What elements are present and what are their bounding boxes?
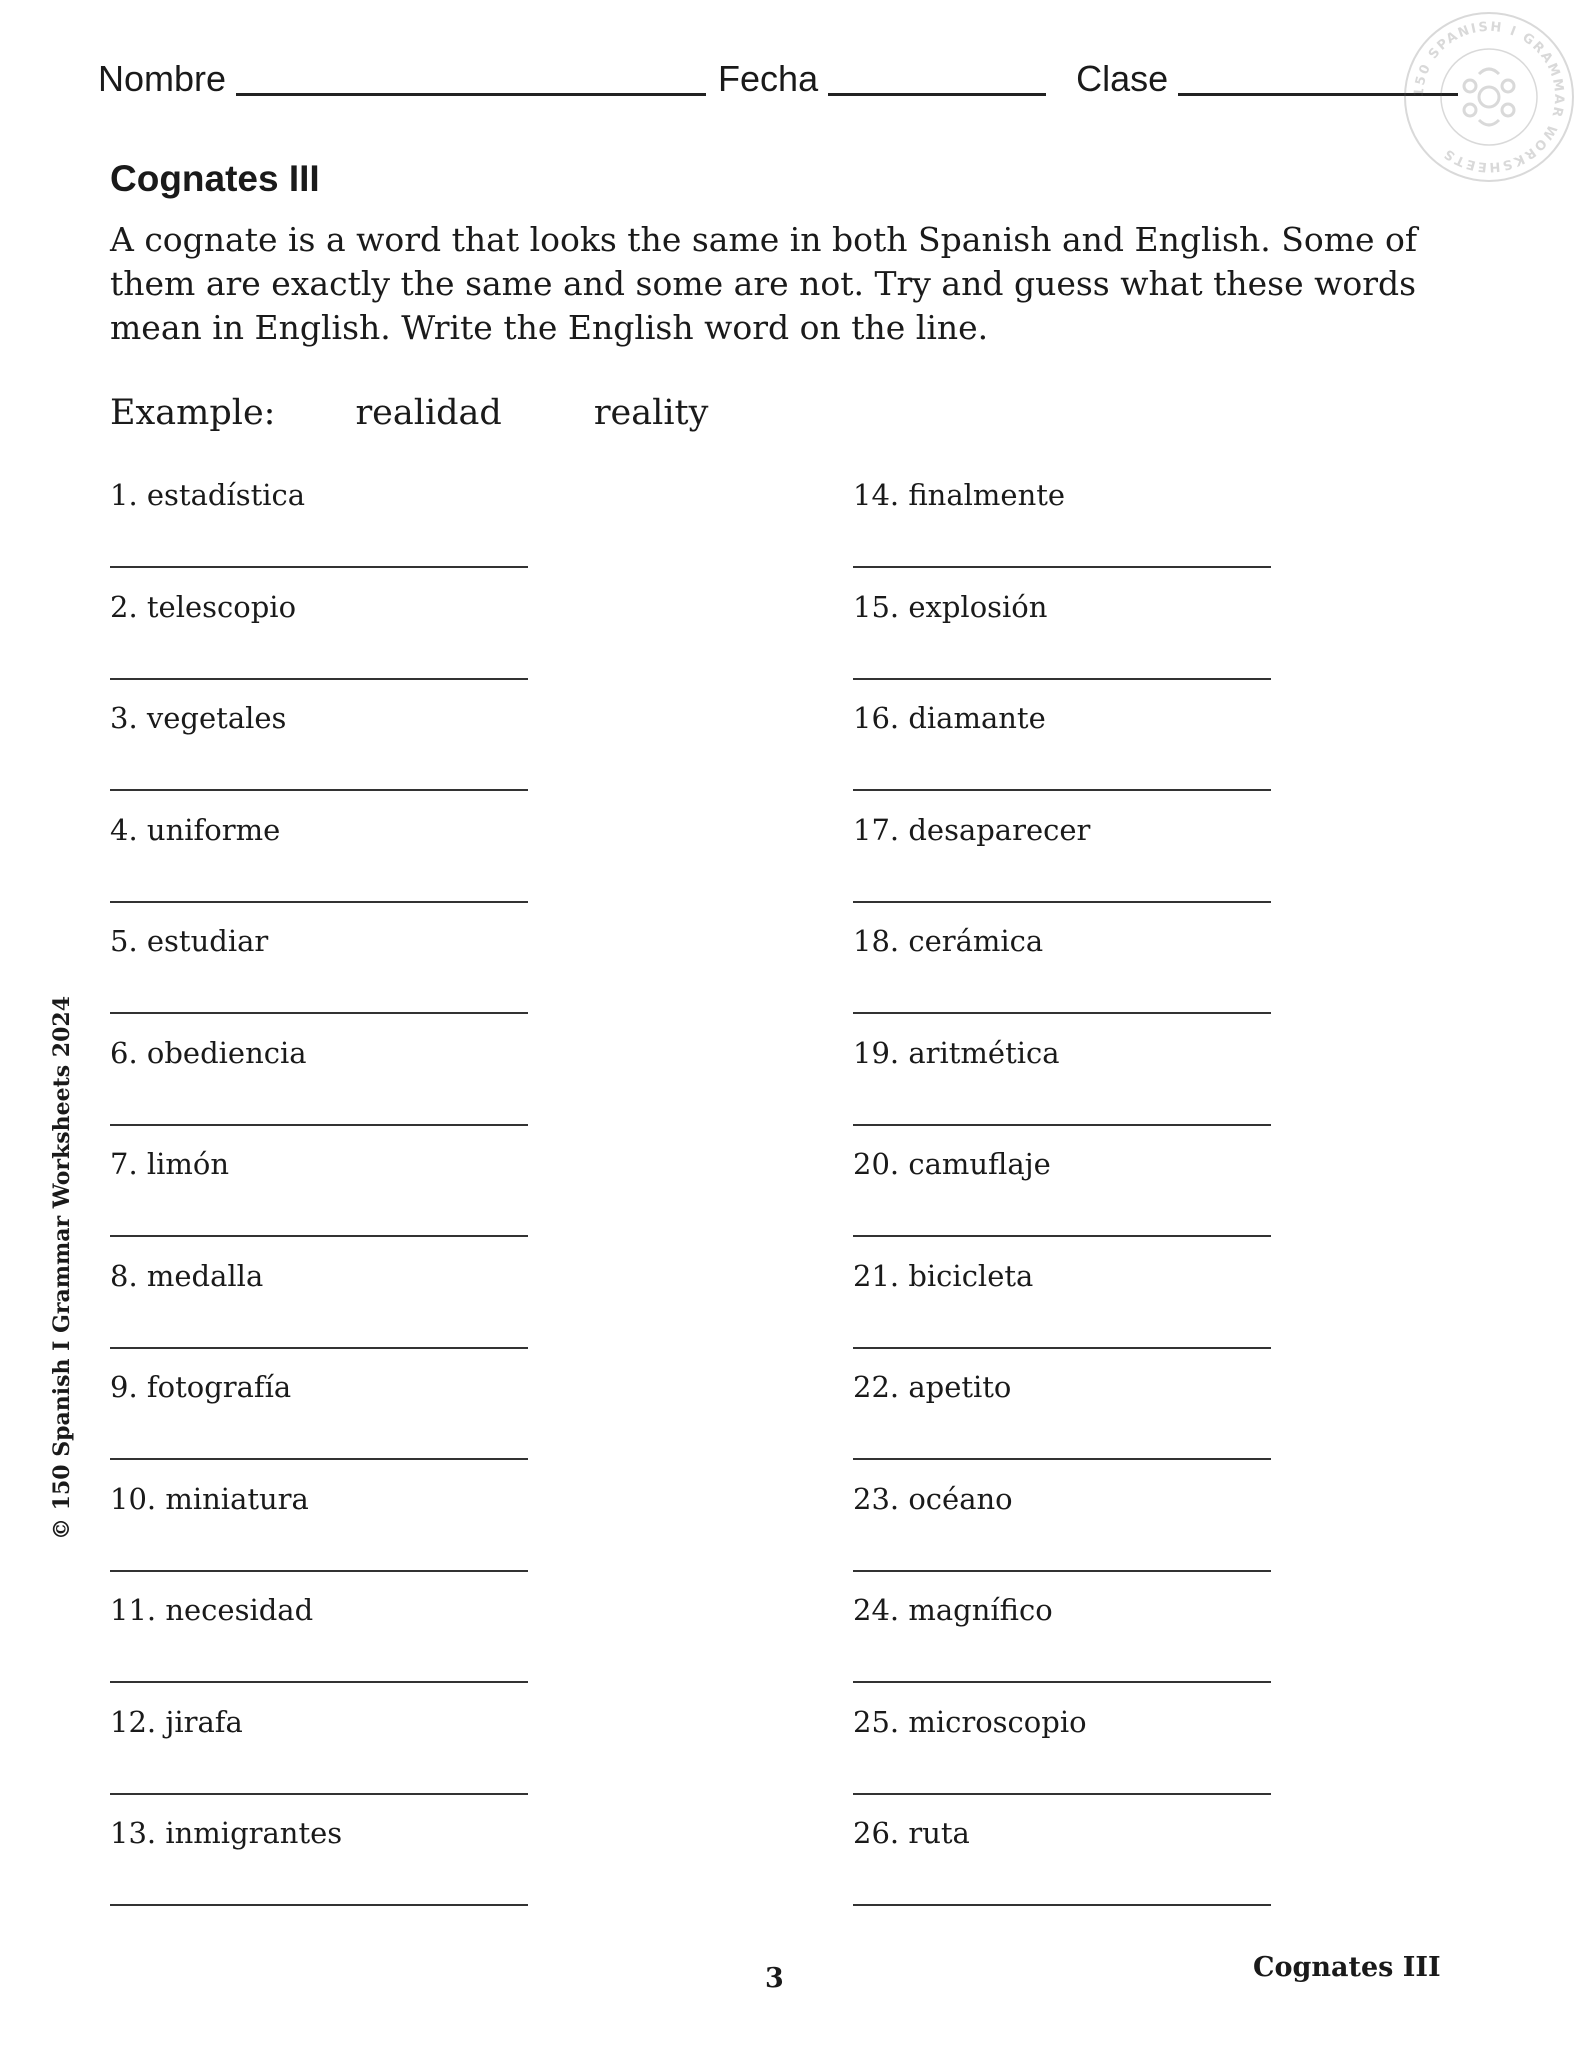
list-item	[853, 924, 1373, 1036]
name-label: Nombre	[98, 58, 227, 99]
list-item	[110, 1036, 630, 1148]
spanish-word: 15. explosión	[853, 589, 1048, 624]
date-field-line[interactable]	[828, 93, 1046, 96]
answer-line[interactable]	[853, 1124, 1271, 1126]
spanish-word: 23. océano	[853, 1481, 1013, 1516]
spanish-word: 2. telescopio	[110, 589, 297, 624]
spanish-word: 18. cerámica	[853, 924, 1044, 958]
class-label: Clase	[1076, 58, 1169, 99]
example-label: Example:	[110, 393, 276, 433]
right-column	[853, 478, 1373, 1928]
answer-line[interactable]	[110, 1124, 528, 1126]
spanish-word: 7. limón	[110, 1147, 230, 1181]
list-item	[853, 701, 1373, 813]
page-number: 3	[765, 1963, 784, 1994]
list-item	[853, 590, 1373, 702]
spanish-word: 20. camuflaje	[853, 1147, 1051, 1181]
list-item	[853, 1816, 1373, 1928]
list-item	[110, 1370, 630, 1482]
list-item	[110, 1705, 630, 1817]
answer-line[interactable]	[110, 789, 528, 791]
example-spanish-word: realidad	[355, 393, 502, 433]
spanish-word: 21. bicicleta	[853, 1258, 1034, 1293]
spanish-word: 8. medalla	[110, 1258, 264, 1293]
example-english-word: reality	[593, 393, 709, 433]
answer-line[interactable]	[853, 1458, 1271, 1460]
list-item	[110, 701, 630, 813]
answer-line[interactable]	[853, 1347, 1271, 1349]
list-item	[853, 1593, 1373, 1705]
spanish-word: 16. diamante	[853, 701, 1046, 735]
example-row	[110, 393, 708, 433]
spanish-word: 3. vegetales	[110, 701, 287, 735]
list-item	[110, 1816, 630, 1928]
list-item	[853, 813, 1373, 925]
spanish-word: 10. miniatura	[110, 1481, 309, 1516]
spanish-word: 14. finalmente	[853, 478, 1066, 512]
answer-line[interactable]	[853, 1570, 1271, 1572]
svg-text:150 SPANISH I GRAMMAR WORKSHEE	[1412, 20, 1566, 174]
answer-line[interactable]	[110, 1012, 528, 1014]
answer-line[interactable]	[853, 1681, 1271, 1683]
seal-ring-text: 150 SPANISH I GRAMMAR WORKSHEETS	[1411, 19, 1567, 175]
spanish-word: 25. microscopio	[853, 1704, 1087, 1739]
spanish-word: 1. estadística	[110, 478, 306, 512]
answer-line[interactable]	[853, 1904, 1271, 1906]
spanish-word: 6. obediencia	[110, 1035, 307, 1070]
spanish-word: 17. desaparecer	[853, 812, 1091, 847]
list-item	[853, 1370, 1373, 1482]
list-item	[110, 590, 630, 702]
list-item	[853, 1705, 1373, 1817]
spanish-word: 19. aritmética	[853, 1035, 1060, 1070]
answer-line[interactable]	[853, 789, 1271, 791]
publisher-seal-logo	[1400, 8, 1578, 186]
spanish-word: 26. ruta	[853, 1816, 970, 1850]
answer-line[interactable]	[110, 1793, 528, 1795]
list-item	[110, 1259, 630, 1371]
date-label: Fecha	[718, 58, 819, 99]
spanish-word: 12. jirafa	[110, 1704, 243, 1739]
list-item	[110, 478, 630, 590]
spanish-word: 4. uniforme	[110, 812, 281, 847]
list-item	[853, 1259, 1373, 1371]
answer-line[interactable]	[853, 566, 1271, 568]
student-info-header	[98, 58, 1458, 100]
list-item	[110, 924, 630, 1036]
spanish-word: 24. magnífico	[853, 1593, 1053, 1627]
list-item	[110, 1593, 630, 1705]
footer-title: Cognates III	[1253, 1952, 1441, 1983]
answer-line[interactable]	[110, 1347, 528, 1349]
left-column	[110, 478, 630, 1928]
list-item	[853, 1147, 1373, 1259]
spanish-word: 5. estudiar	[110, 924, 269, 958]
list-item	[853, 1036, 1373, 1148]
answer-line[interactable]	[853, 678, 1271, 680]
answer-line[interactable]	[110, 901, 528, 903]
list-item	[110, 1482, 630, 1594]
list-item	[853, 478, 1373, 590]
answer-line[interactable]	[853, 901, 1271, 903]
answer-line[interactable]	[853, 1235, 1271, 1237]
answer-line[interactable]	[110, 566, 528, 568]
spanish-word: 22. apetito	[853, 1370, 1012, 1404]
spanish-word: 9. fotografía	[110, 1370, 292, 1404]
answer-line[interactable]	[110, 678, 528, 680]
answer-line[interactable]	[110, 1904, 528, 1906]
spanish-word: 13. inmigrantes	[110, 1816, 343, 1850]
instructions-paragraph: A cognate is a word that looks the same in both Spanish and English. Some of them are exactly the same and some are not. Try and guess what these words mean in English. Write the English word on the line.	[110, 220, 1418, 347]
answer-line[interactable]	[110, 1458, 528, 1460]
answer-line[interactable]	[110, 1570, 528, 1572]
list-item	[853, 1482, 1373, 1594]
copyright-notice: © 150 Spanish I Grammar Worksheets 2024	[49, 995, 75, 1541]
spanish-word: 11. necesidad	[110, 1593, 314, 1627]
answer-line[interactable]	[853, 1012, 1271, 1014]
name-field-line[interactable]	[236, 93, 706, 96]
list-item	[110, 813, 630, 925]
answer-line[interactable]	[853, 1793, 1271, 1795]
answer-line[interactable]	[110, 1681, 528, 1683]
worksheet-title: Cognates III	[110, 158, 320, 199]
answer-line[interactable]	[110, 1235, 528, 1237]
list-item	[110, 1147, 630, 1259]
